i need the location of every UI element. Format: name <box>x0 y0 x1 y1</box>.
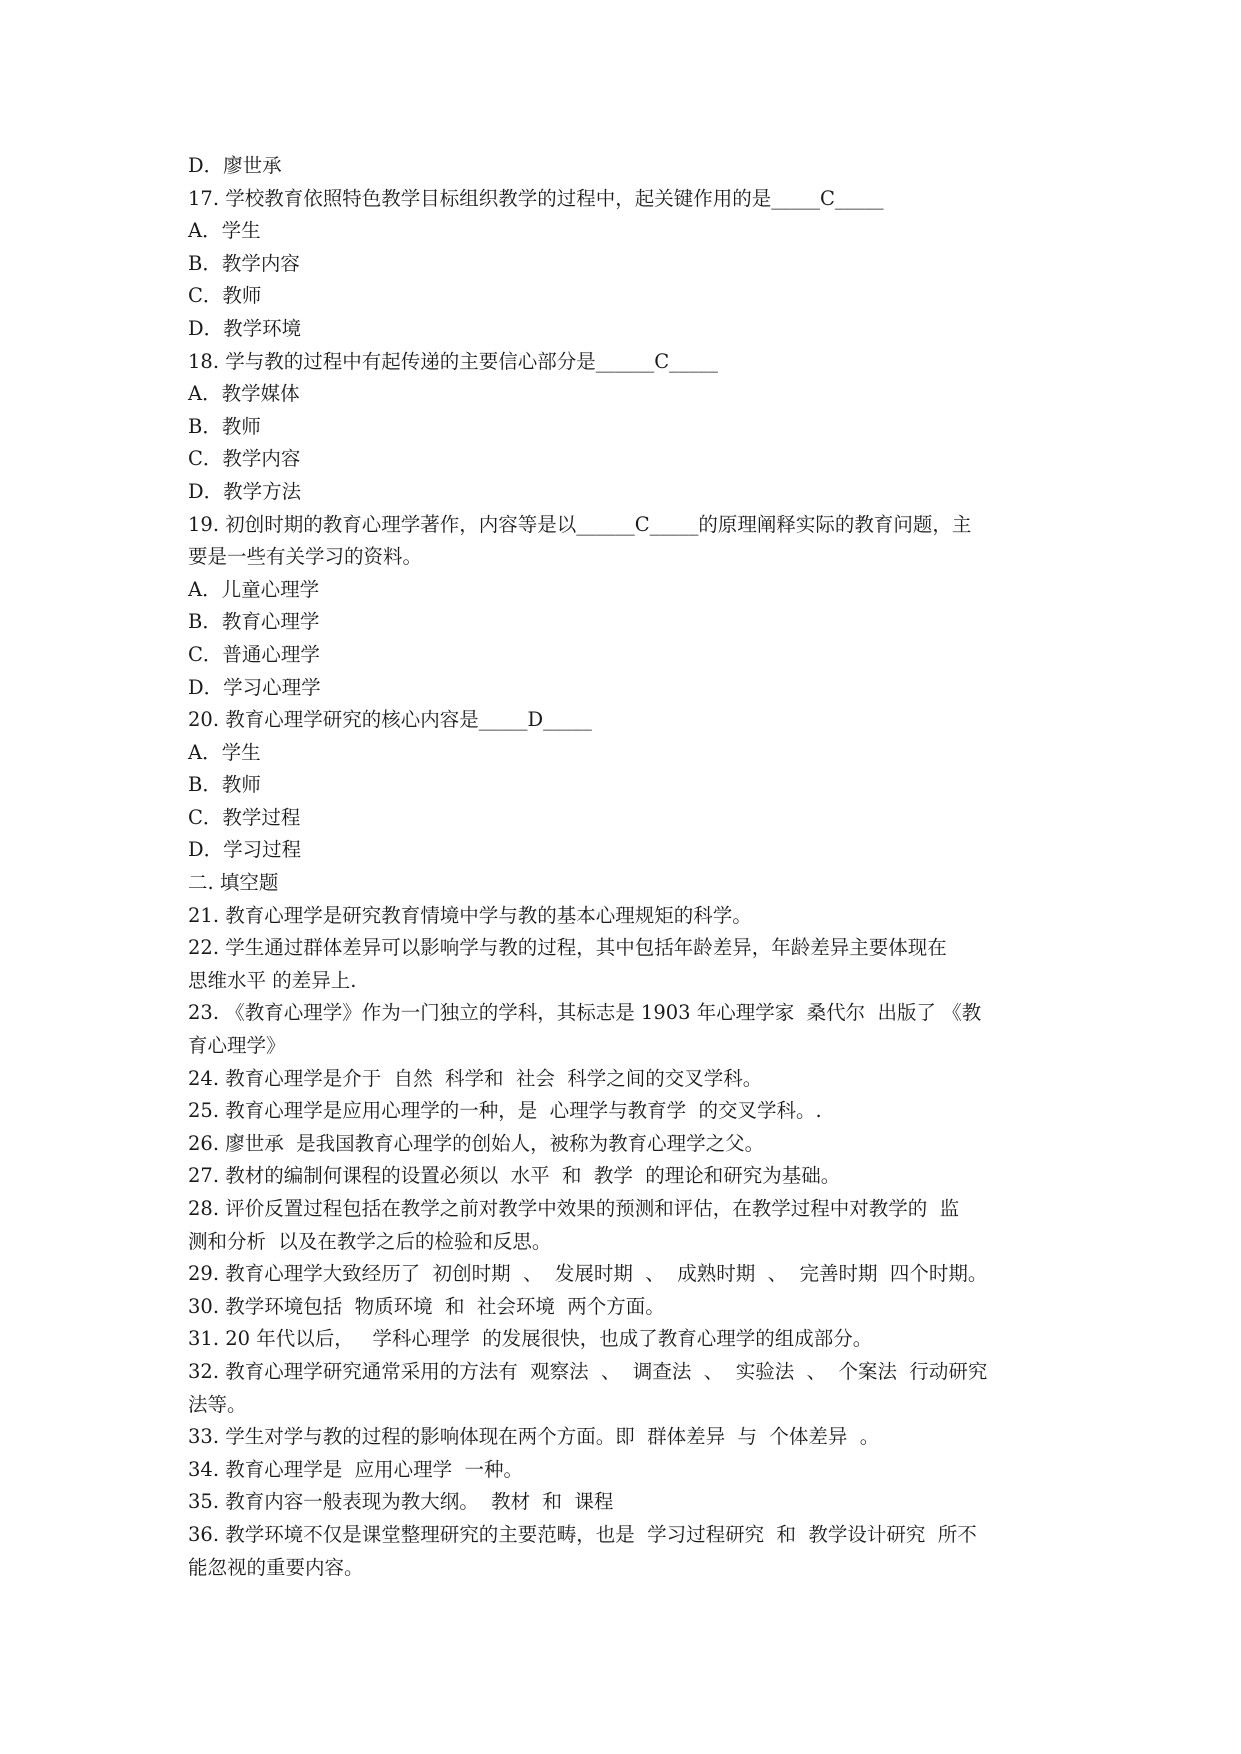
question-20: 20. 教育心理学研究的核心内容是_____D_____ <box>188 708 592 732</box>
question-22-line1: 22. 学生通过群体差异可以影响学与教的过程，其中包括年龄差异，年龄差异主要体现在 <box>188 936 947 960</box>
question-36-line1: 36. 教学环境不仅是课堂整理研究的主要范畴，也是 学习过程研究 和 教学设计研究 所不 <box>188 1522 977 1546</box>
question-28-line1: 28. 评价反置过程包括在教学之前对教学中效果的预测和评估，在教学过程中对教学的 监 <box>188 1197 960 1220</box>
option-line: D．学习心理学 <box>188 675 321 699</box>
option-line: D．教学方法 <box>188 479 302 503</box>
question-28-line2: 测和分析 以及在教学之后的检验和反思。 <box>188 1229 552 1253</box>
option-line: B．教师 <box>188 414 261 438</box>
question-23-line2: 育心理学》 <box>188 1034 286 1058</box>
question-33: 33. 学生对学与教的过程的影响体现在两个方面。即 群体差异 与 个体差异 。 <box>188 1425 880 1449</box>
question-32-line1: 32. 教育心理学研究通常采用的方法有 观察法 、 调查法 、 实验法 、 个案法 行动研究 <box>188 1359 988 1383</box>
question-19-line1: 19. 初创时期的教育心理学著作，内容等是以______C_____的原理阐释实际的教育问题，主 <box>188 512 972 536</box>
question-36-line2: 能忽视的重要内容。 <box>188 1555 364 1579</box>
option-line: C．教师 <box>188 284 262 308</box>
question-19-line2: 要是一些有关学习的资料。 <box>188 545 423 569</box>
question-21: 21. 教育心理学是研究教育情境中学与教的基本心理规矩的科学。 <box>188 903 752 927</box>
section-heading: 二. 填空题 <box>188 871 279 895</box>
question-18: 18. 学与教的过程中有起传递的主要信心部分是______C_____ <box>188 349 718 373</box>
question-34: 34. 教育心理学是 应用心理学 一种。 <box>188 1457 524 1481</box>
question-17: 17. 学校教育依照特色教学目标组织教学的过程中，起关键作用的是_____C_____ <box>188 186 884 210</box>
option-line: A．学生 <box>188 219 261 243</box>
option-line: C．教学内容 <box>188 447 301 471</box>
question-24: 24. 教育心理学是介于 自然 科学和 社会 科学之间的交叉学科。 <box>188 1066 763 1090</box>
text-line: D．廖世承 <box>188 154 282 177</box>
option-line: C．普通心理学 <box>188 642 320 666</box>
question-32-line2: 法等。 <box>188 1392 247 1416</box>
option-line: A．学生 <box>188 740 261 764</box>
option-line: B．教育心理学 <box>188 610 320 634</box>
question-25: 25. 教育心理学是应用心理学的一种，是 心理学与教育学 的交叉学科。. <box>188 1099 822 1123</box>
question-27: 27. 教材的编制何课程的设置必须以 水平 和 教学 的理论和研究为基础。 <box>188 1164 841 1188</box>
option-line: C．教学过程 <box>188 805 301 829</box>
document-page <box>188 150 1068 1584</box>
option-line: D．学习过程 <box>188 838 302 862</box>
option-line: A．教学媒体 <box>188 382 300 406</box>
question-26: 26. 廖世承 是我国教育心理学的创始人，被称为教育心理学之父。 <box>188 1131 765 1155</box>
question-35: 35. 教育内容一般表现为教大纲。 教材 和 课程 <box>188 1490 614 1514</box>
question-31: 31. 20 年代以后， 学科心理学 的发展很快，也成了教育心理学的组成部分。 <box>188 1327 873 1351</box>
option-line: B．教师 <box>188 773 261 797</box>
option-line: A．儿童心理学 <box>188 577 320 601</box>
question-29: 29. 教育心理学大致经历了 初创时期 、 发展时期 、 成熟时期 、 完善时期 四个时期。 <box>188 1262 988 1286</box>
question-23-line1: 23. 《教育心理学》作为一门独立的学科，其标志是 1903 年心理学家 桑代尔 出版了 《教 <box>188 1001 982 1025</box>
option-line: B．教学内容 <box>188 251 300 275</box>
option-line: D．教学环境 <box>188 316 302 340</box>
question-30: 30. 教学环境包括 物质环境 和 社会环境 两个方面。 <box>188 1294 665 1318</box>
question-22-line2: 思维水平 的差异上. <box>188 968 357 992</box>
